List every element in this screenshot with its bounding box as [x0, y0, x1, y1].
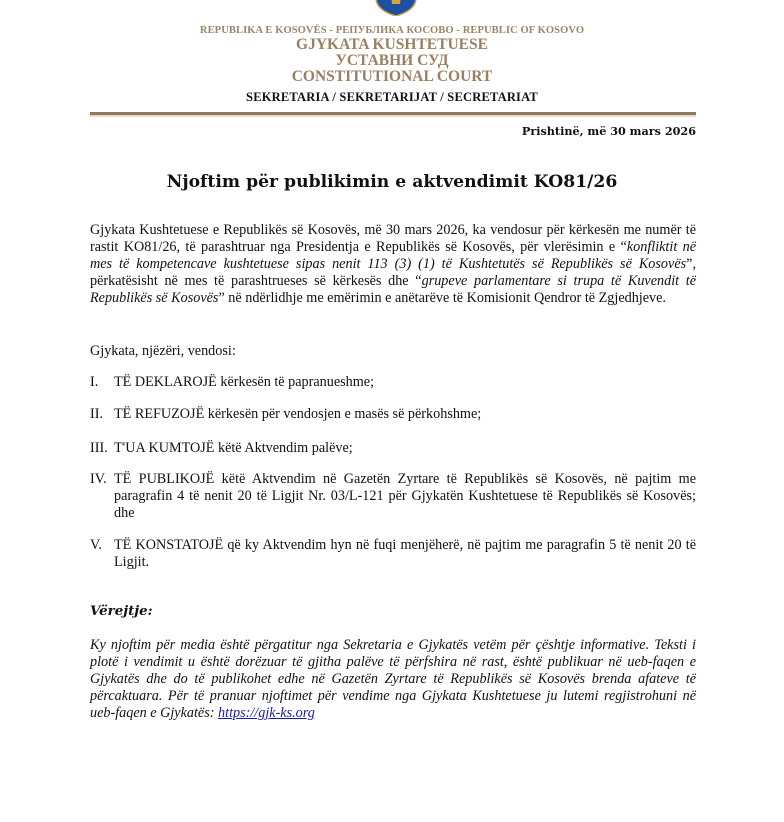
decision-text: TË DEKLAROJË kërkesën të papranueshme;: [114, 374, 375, 390]
decision-text: TË REFUZOJË kërkesën për vendosjen e masës së përkohshme;: [114, 406, 482, 422]
intro-quote-2: grupeve parlamentare si trupa të Kuvendit të Republikës së Kosovës: [90, 272, 697, 306]
decision-number: IV.: [90, 471, 107, 487]
decision-lead: Gjykata, njëzëri, vendosi:: [90, 343, 236, 359]
decision-item: [90, 471, 696, 521]
date-line: Prishtinë, më 30 mars 2026: [521, 124, 696, 138]
decision-number: III.: [90, 440, 108, 456]
intro-text-2: ”, përkatësisht në mes të parashtrueses së kërkesës dhe “: [90, 255, 696, 289]
court-website-link[interactable]: https://gjk-ks.org: [218, 704, 315, 721]
decision-item: [90, 406, 696, 423]
note-text: Ky njoftim për media është përgatitur nga Sekretaria e Gjykatës vetëm për çështje informative. Teksti i plotë i vendimit u është dorëzuar të gjitha palëve të përfshira në rast, është publikuar në ueb-faqen e Gjykatës dhe do të publikohet edhe në Gazetën Zyrtare të Republikës së Kosovës brenda afateve të përcaktuara. Për të pranuar njoftimet për vendime nga Gjykata Kushtetuese ju lutemi regjistrohuni në ueb-faqen e Gjykatës:: [90, 637, 696, 721]
decision-item: [90, 440, 696, 457]
decision-item: [90, 374, 696, 391]
note-heading: Vërejtje:: [90, 603, 153, 619]
header-divider: [90, 112, 696, 117]
intro-text-1: Gjykata Kushtetuese e Republikës së Kosovës, më 30 mars 2026, ka vendosur për kërkesën me numër të rastit KO81/26, të parashtruar nga Presidentja e Republikës së Kosovës, për vlerësimin e “: [90, 222, 696, 255]
kosovo-coat-of-arms-icon: [374, 0, 418, 16]
decision-number: V.: [90, 537, 102, 553]
decision-text: TË PUBLIKOJË këtë Aktvendim në Gazetën Zyrtare të Republikës së Kosovës, në pajtim me paragrafin 4 të nenit 20 të Ligjit Nr. 03/L-121 për Gjykatën Kushtetuese të Republikës së Kosovës; dhe: [114, 471, 696, 521]
republic-line: REPUBLIKA E KOSOVËS - РЕПУБЛИКА КОСОВО - REPUBLIC OF KOSOVO: [199, 25, 585, 36]
decision-text: TË KONSTATOJË që ky Aktvendim hyn në fuqi menjëherë, në pajtim me paragrafin 5 të nenit 20 të Ligjit.: [114, 537, 696, 570]
note-paragraph: [90, 637, 696, 722]
secretariat-line: SEKRETARIA / SEKRETARIJAT / SECRETARIAT: [246, 90, 538, 104]
court-name-english: CONSTITUTIONAL COURT: [291, 68, 493, 85]
decision-text: T'UA KUMTOJË këtë Aktvendim palëve;: [114, 440, 353, 456]
decision-number: II.: [90, 406, 103, 422]
decision-number: I.: [90, 374, 99, 390]
intro-quote-1: konfliktit në mes të kompetencave kushtetuese sipas nenit 113 (3) (1) të Kushtetutës së Republikës së Kosovës: [90, 238, 697, 272]
intro-paragraph: [90, 222, 696, 307]
page-title: Njoftim për publikimin e aktvendimit KO81/26: [166, 172, 618, 192]
court-name-serbian: УСТАВНИ СУД: [335, 52, 449, 69]
intro-text-3: ” në ndërlidhje me emërimin e anëtarëve të Komisionit Qendror të Zgjedhjeve.: [218, 289, 666, 306]
decision-item: [90, 537, 696, 571]
court-name-albanian: GJYKATA KUSHTETUESE: [296, 36, 488, 53]
